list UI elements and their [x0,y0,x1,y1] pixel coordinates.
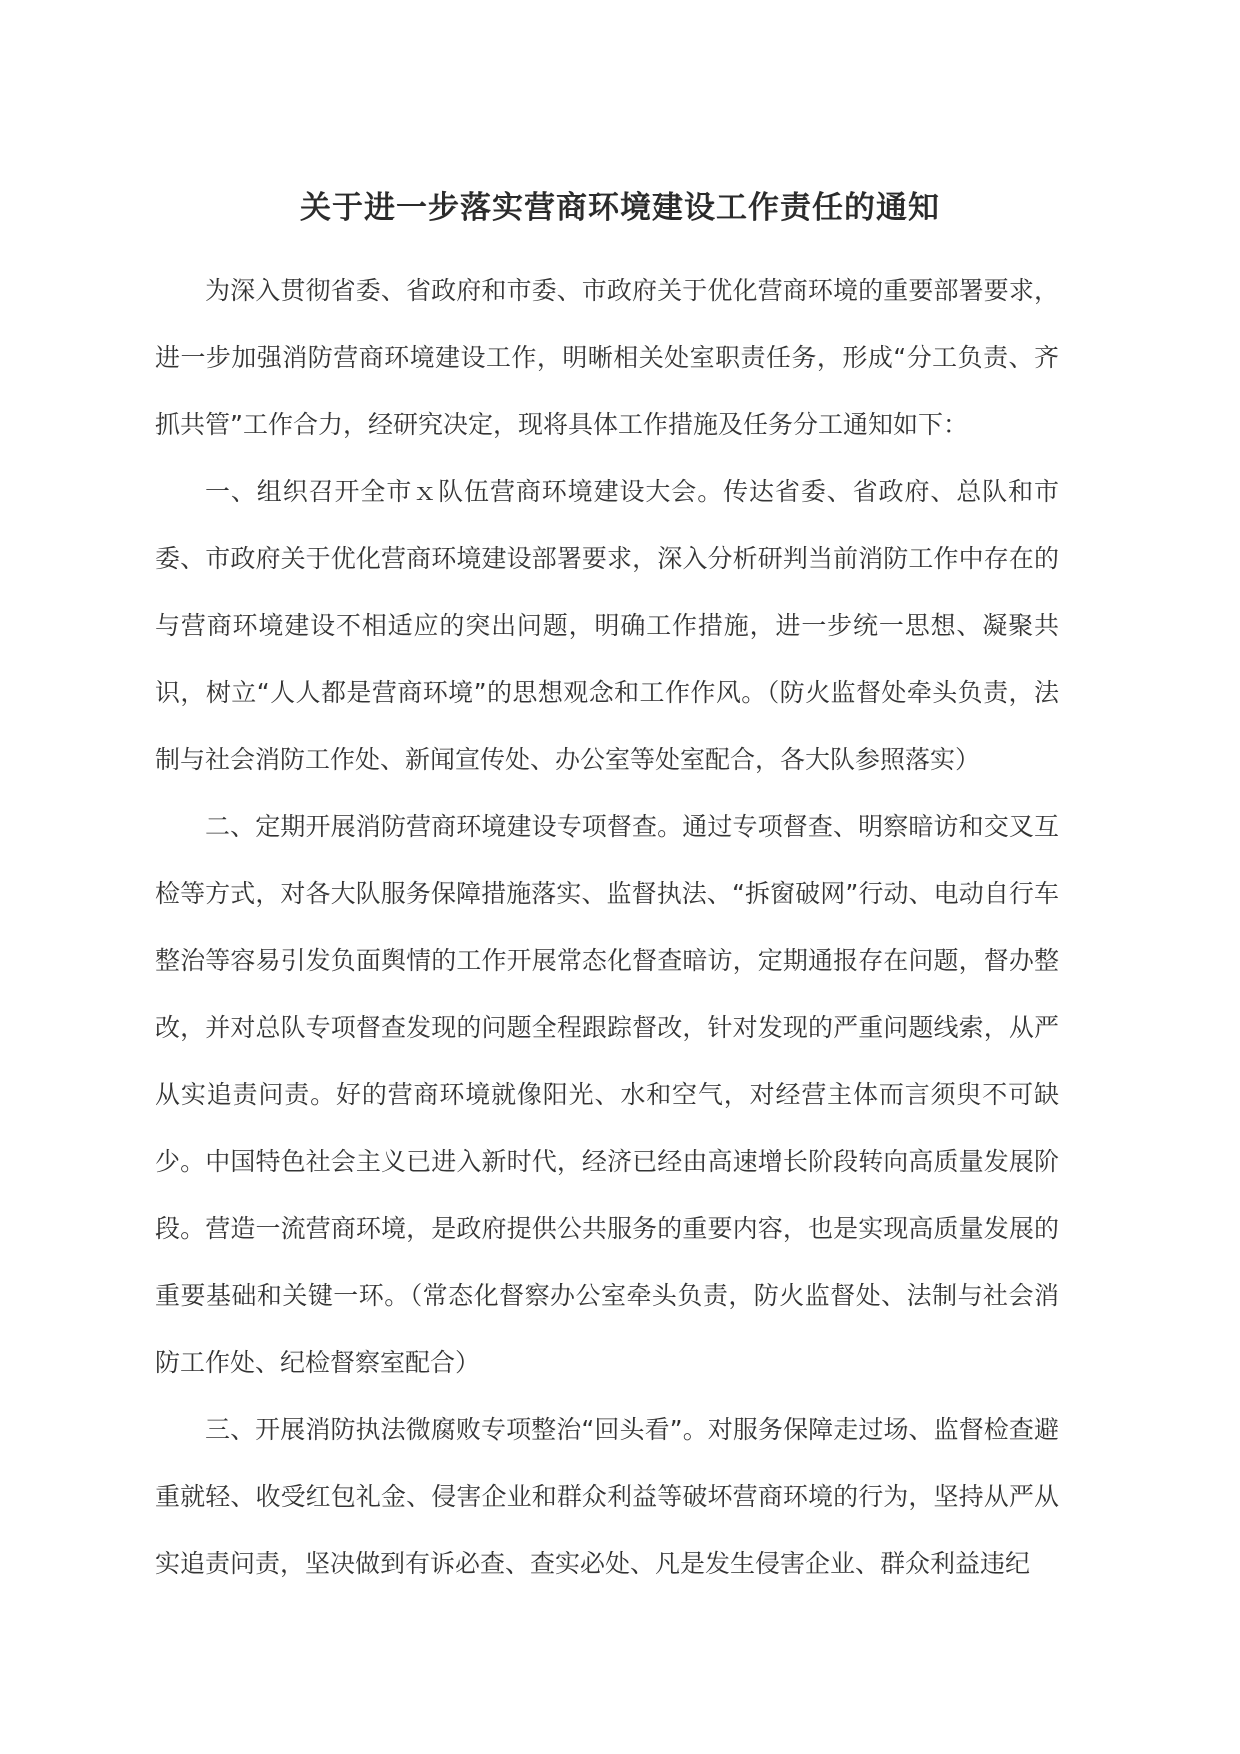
document-body [155,257,1059,1597]
paragraph-intro: 为深入贯彻省委、省政府和市委、市政府关于优化营商环境的重要部署要求，进一步加强消防营商环境建设工作，明晰相关处室职责任务，形成“分工负责、齐抓共管”工作合力，经研究决定，现将具体工作措施及任务分工通知如下： [155,276,1059,439]
paragraph-section-3: 三、开展消防执法微腐败专项整治“回头看”。对服务保障走过场、监督检查避重就轻、收受红包礼金、侵害企业和群众利益等破坏营商环境的行为，坚持从严从实追责问责，坚决做到有诉必查、查实必处、凡是发生侵害企业、群众利益违纪 [155,1415,1059,1578]
document-title: 关于进一步落实营商环境建设工作责任的通知 [300,190,940,226]
paragraph-section-1: 一、组织召开全市ｘ队伍营商环境建设大会。传达省委、省政府、总队和市委、市政府关于优化营商环境建设部署要求，深入分析研判当前消防工作中存在的与营商环境建设不相适应的突出问题，明确工作措施，进一步统一思想、凝聚共识，树立“人人都是营商环境”的思想观念和工作作风。（防火监督处牵头负责，法制与社会消防工作处、新闻宣传处、办公室等处室配合，各大队参照落实） [155,477,1059,774]
paragraph-section-2: 二、定期开展消防营商环境建设专项督查。通过专项督查、明察暗访和交叉互检等方式，对各大队服务保障措施落实、监督执法、“拆窗破网”行动、电动自行车整治等容易引发负面舆情的工作开展常态化督查暗访，定期通报存在问题，督办整改，并对总队专项督查发现的问题全程跟踪督改，针对发现的严重问题线索，从严从实追责问责。好的营商环境就像阳光、水和空气，对经营主体而言须臾不可缺少。中国特色社会主义已进入新时代，经济已经由高速增长阶段转向高质量发展阶段。营造一流营商环境，是政府提供公共服务的重要内容，也是实现高质量发展的重要基础和关键一环。（常态化督察办公室牵头负责，防火监督处、法制与社会消防工作处、纪检督察室配合） [155,812,1059,1377]
